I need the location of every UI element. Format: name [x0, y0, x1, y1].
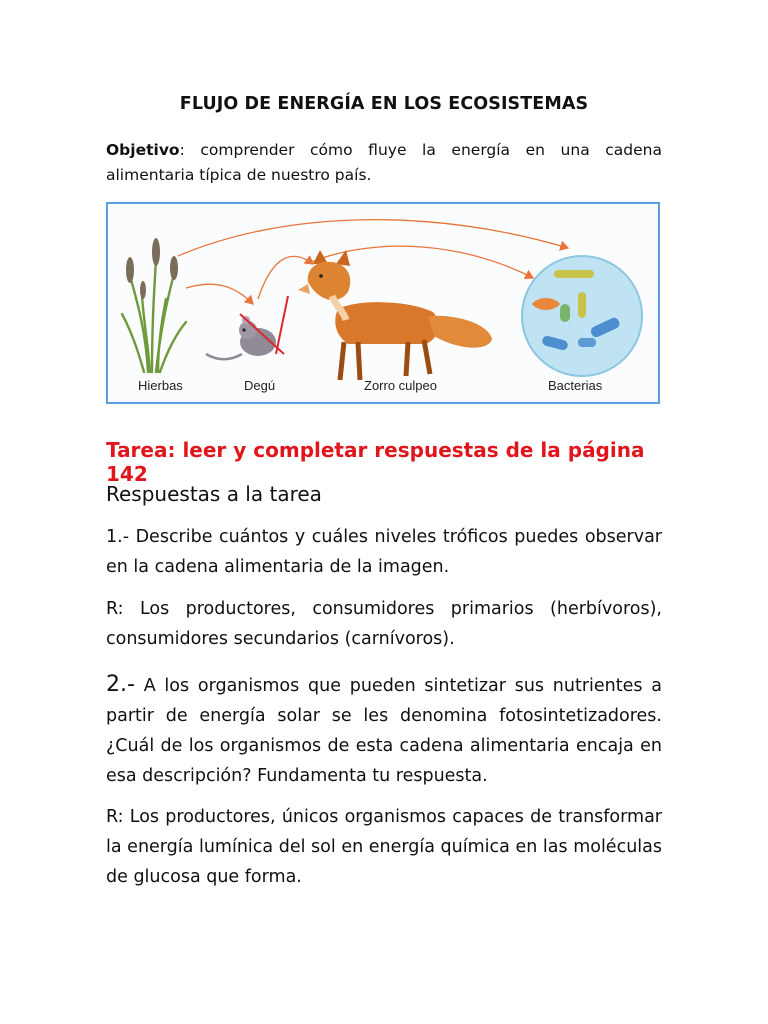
food-chain-illustration	[108, 204, 658, 402]
question-1-text: Describe cuántos y cuáles niveles tróficos puedes observar en la cadena alimentaria de la imagen.	[106, 527, 662, 577]
energy-arrows	[178, 220, 568, 304]
page-title: FLUJO DE ENERGÍA EN LOS ECOSISTEMAS	[179, 94, 589, 114]
figure-label-degu: Degú	[244, 378, 276, 393]
question-2-number: 2.-	[106, 672, 135, 697]
fox-drawing	[298, 250, 492, 380]
figure-label-zorro: Zorro culpeo	[364, 378, 437, 393]
food-chain-figure	[106, 202, 660, 404]
answer-2: R: Los productores, únicos organismos capaces de transformar la energía lumínica del sol en energía química en las moléculas de glucosa que forma.	[106, 807, 662, 887]
answer-1: R: Los productores, consumidores primarios (herbívoros), consumidores secundarios (carnívoros).	[106, 599, 662, 649]
bacteria-drawing	[522, 256, 642, 376]
objective-paragraph	[106, 138, 662, 188]
objective-label: Objetivo	[106, 141, 180, 159]
degu-drawing	[206, 296, 288, 359]
question-2-text: A los organismos que pueden sintetizar sus nutrientes a partir de energía solar se les denomina fotosintetizadores. ¿Cuál de los organismos de esta cadena alimentaria encaja en esa descripción? Fundamenta tu respuesta.	[106, 676, 662, 786]
objective-text: : comprender cómo fluye la energía en una cadena alimentaria típica de nuestro país.	[106, 141, 662, 184]
question-1	[106, 522, 662, 582]
task-heading: Tarea: leer y completar respuestas de la página 142	[106, 438, 645, 486]
answers-heading: Respuestas a la tarea	[106, 482, 322, 506]
question-1-number: 1.-	[106, 527, 130, 547]
figure-label-bacterias: Bacterias	[548, 378, 603, 393]
figure-label-hierbas: Hierbas	[138, 378, 183, 393]
question-2	[106, 670, 662, 791]
